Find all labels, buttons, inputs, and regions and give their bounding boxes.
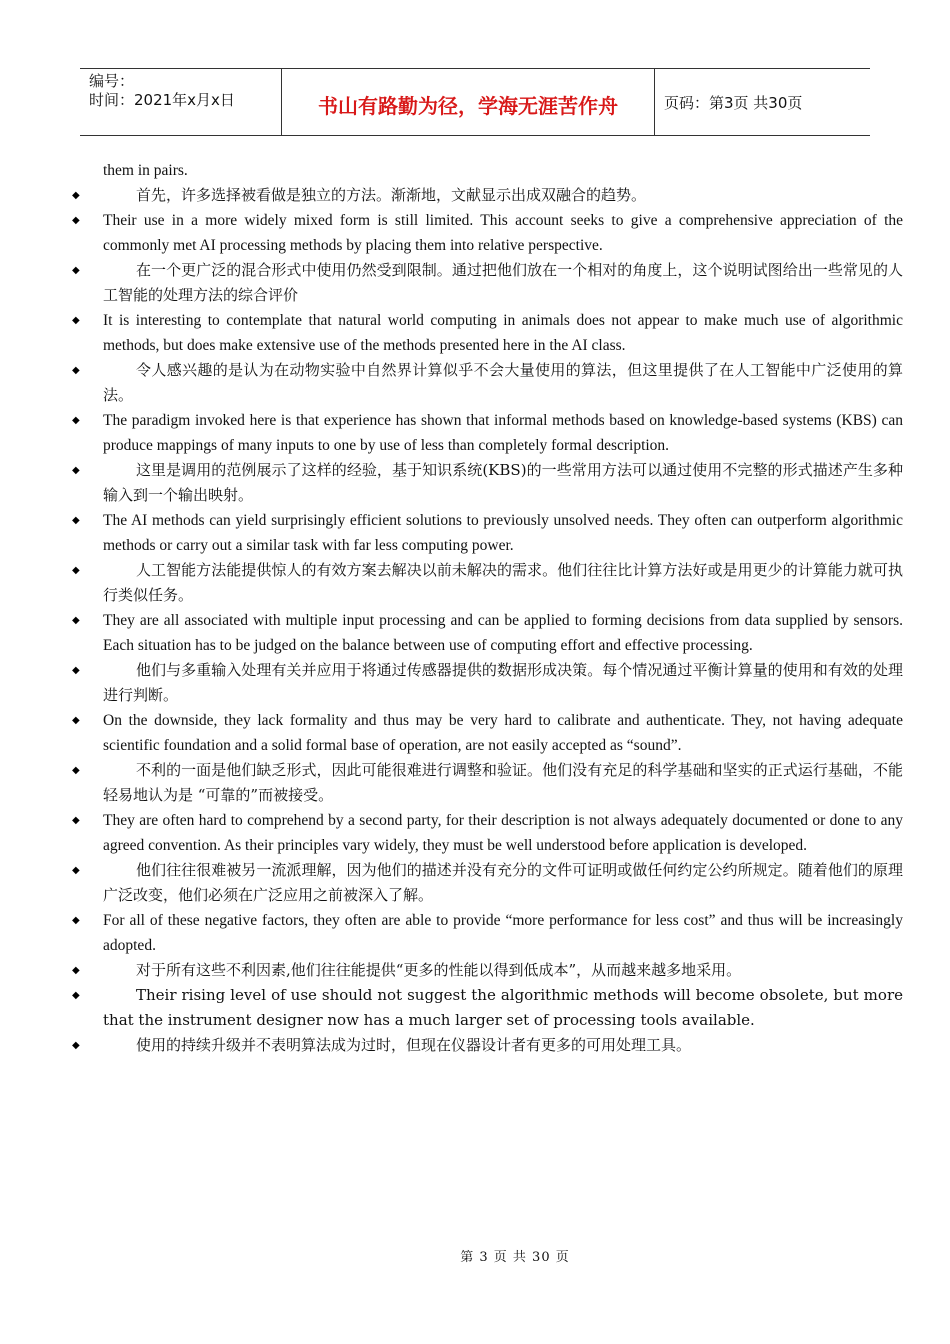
bullet-list [0, 183, 950, 1058]
header-date-label: 时间：2021年x月x日 [89, 91, 235, 109]
list-item-text: 不利的一面是他们缺乏形式，因此可能很难进行调整和验证。他们没有充足的科学基础和坚实的正式运行基础，不能轻易地认为是 “可靠的”而被接受。 [103, 761, 903, 804]
list-item-text: They are often hard to comprehend by a second party, for their description is not always adequately documented or done to any agreed convention. As their principles vary widely, they must be well understood before application is developed. [103, 812, 903, 854]
bullet-diamond-icon: ◆ [72, 515, 80, 526]
list-item [72, 458, 903, 508]
bullet-diamond-icon: ◆ [72, 315, 80, 326]
list-item [72, 558, 903, 608]
bullet-diamond-icon: ◆ [72, 965, 80, 976]
list-item-text: 令人感兴趣的是认为在动物实验中自然界计算似乎不会大量使用的算法，但这里提供了在人工智能中广泛使用的算法。 [103, 361, 903, 404]
list-item-text: 人工智能方法能提供惊人的有效方案去解决以前未解决的需求。他们往往比计算方法好或是用更少的计算能力就可执行类似任务。 [103, 561, 903, 604]
list-item [72, 983, 903, 1033]
bullet-diamond-icon: ◆ [72, 365, 80, 376]
list-item-text: 在一个更广泛的混合形式中使用仍然受到限制。通过把他们放在一个相对的角度上，这个说明试图给出一些常见的人工智能的处理方法的综合评价 [103, 261, 903, 304]
list-item-text: Their use in a more widely mixed form is still limited. This account seeks to give a comprehensive appreciation of the commonly met AI processing methods by placing them into relative perspective. [103, 212, 903, 254]
bullet-diamond-icon: ◆ [72, 465, 80, 476]
list-item [72, 358, 903, 408]
list-item [72, 258, 903, 308]
bullet-diamond-icon: ◆ [72, 865, 80, 876]
bullet-diamond-icon: ◆ [72, 815, 80, 826]
bullet-diamond-icon: ◆ [72, 990, 80, 1001]
list-item-text: The paradigm invoked here is that experience has shown that informal methods based on knowledge-based systems (KBS) can produce mappings of many inputs to one by use of less than completely formal description. [103, 412, 903, 454]
page-header [80, 68, 870, 136]
list-item [72, 183, 903, 208]
bullet-diamond-icon: ◆ [72, 415, 80, 426]
list-item-text: 对于所有这些不利因素,他们往往能提供“更多的性能以得到低成本”，从而越来越多地采用。 [136, 961, 742, 979]
intro-paragraph: them in pairs. [103, 162, 188, 179]
header-number-label: 编号： [89, 72, 135, 90]
list-item [72, 758, 903, 808]
list-item-text: On the downside, they lack formality and thus may be very hard to calibrate and authenticate. They, not having adequate scientific foundation and a solid formal base of operation, are not easily accepted as “sound”. [103, 712, 903, 754]
list-item [72, 408, 903, 458]
bullet-diamond-icon: ◆ [72, 715, 80, 726]
list-item [72, 308, 903, 358]
list-item-text: 这里是调用的范例展示了这样的经验，基于知识系统(KBS)的一些常用方法可以通过使用不完整的形式描述产生多种输入到一个输出映射。 [103, 461, 903, 504]
list-item-text: The AI methods can yield surprisingly efficient solutions to previously unsolved needs. They often can outperform algorithmic methods or carry out a similar task with far less computing power. [103, 512, 903, 554]
document-body [0, 158, 950, 1058]
list-item [72, 708, 903, 758]
header-meta [80, 69, 282, 135]
bullet-diamond-icon: ◆ [72, 915, 80, 926]
list-item [72, 908, 903, 958]
list-item-text: 他们与多重输入处理有关并应用于将通过传感器提供的数据形成决策。每个情况通过平衡计算量的使用和有效的处理进行判断。 [103, 661, 903, 704]
header-page-label: 页码：第3页 共30页 [664, 93, 803, 112]
list-item-text: 使用的持续升级并不表明算法成为过时，但现在仪器设计者有更多的可用处理工具。 [136, 1036, 692, 1054]
bullet-diamond-icon: ◆ [72, 265, 80, 276]
list-item [72, 508, 903, 558]
list-item [72, 208, 903, 258]
list-item [72, 608, 903, 658]
bullet-diamond-icon: ◆ [72, 665, 80, 676]
list-item-text: Their rising level of use should not suggest the algorithmic methods will become obsolete, but more that the instrument designer now has a much larger set of processing tools available. [103, 986, 903, 1029]
bullet-diamond-icon: ◆ [72, 1040, 80, 1051]
header-motto: 书山有路勤为径，学海无涯苦作舟 [282, 69, 655, 135]
list-item-text: 他们往往很难被另一流派理解，因为他们的描述并没有充分的文件可证明或做任何约定公约所规定。随着他们的原理广泛改变，他们必须在广泛应用之前被深入了解。 [103, 861, 903, 904]
bullet-diamond-icon: ◆ [72, 615, 80, 626]
bullet-diamond-icon: ◆ [72, 215, 80, 226]
page-footer: 第 3 页 共 30 页 [460, 1250, 570, 1265]
list-item [72, 1033, 903, 1058]
bullet-diamond-icon: ◆ [72, 190, 80, 201]
list-item [72, 658, 903, 708]
list-item [72, 958, 903, 983]
list-item-text: 首先，许多选择被看做是独立的方法。渐渐地，文献显示出成双融合的趋势。 [136, 186, 647, 204]
list-item [72, 858, 903, 908]
list-item-text: It is interesting to contemplate that natural world computing in animals does not appear to make much use of algorithmic methods, but does make extensive use of the methods presented here in the AI class. [103, 312, 903, 354]
list-item-text: They are all associated with multiple input processing and can be applied to forming decisions from data supplied by sensors. Each situation has to be judged on the balance between use of computing effort and effective processing. [103, 612, 903, 654]
bullet-diamond-icon: ◆ [72, 765, 80, 776]
list-item-text: For all of these negative factors, they often are able to provide “more performance for less cost” and thus will be increasingly adopted. [103, 912, 903, 954]
list-item [72, 808, 903, 858]
bullet-diamond-icon: ◆ [72, 565, 80, 576]
